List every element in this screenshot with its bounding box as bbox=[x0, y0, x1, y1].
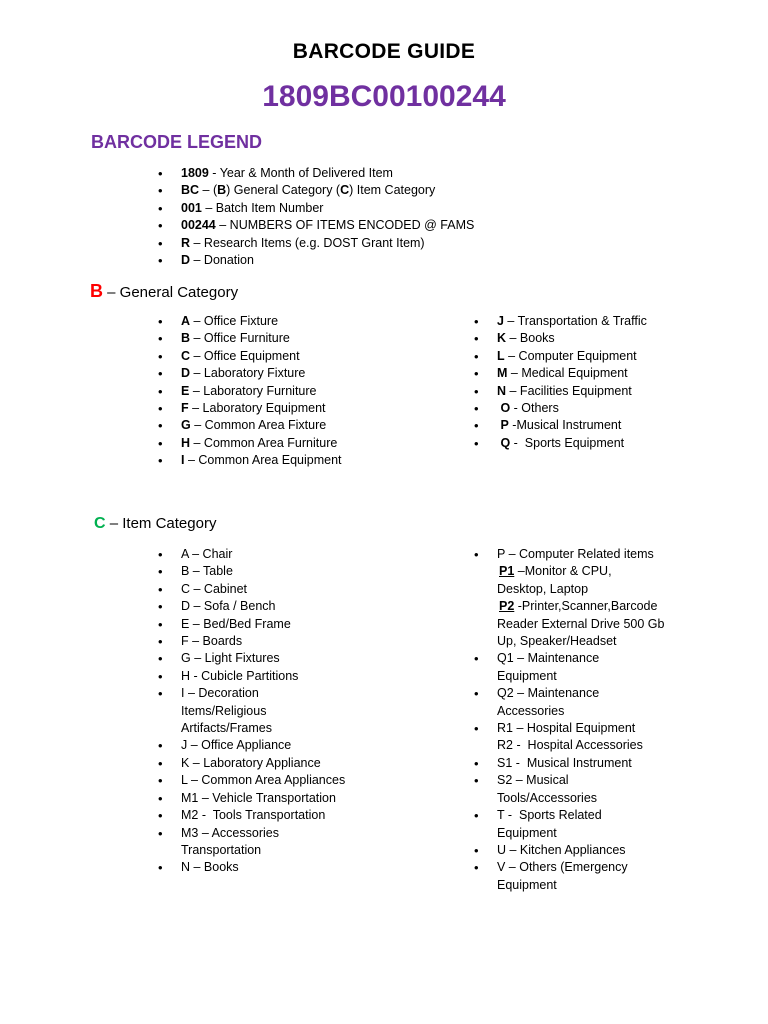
p2-code: P2 bbox=[499, 599, 515, 614]
list-item: • Q1 – Maintenance bbox=[474, 650, 664, 667]
list-item: • M2 - Tools Transportation bbox=[158, 807, 345, 824]
list-item-continuation: Equipment bbox=[497, 825, 557, 840]
item-category-list-left bbox=[158, 546, 345, 877]
list-item: • R1 – Hospital Equipment bbox=[474, 720, 664, 737]
general-category-key: B bbox=[90, 281, 103, 301]
list-item: • 00244 – NUMBERS OF ITEMS ENCODED @ FAMS bbox=[158, 217, 474, 234]
list-item: • F – Boards bbox=[158, 633, 345, 650]
list-item: • O - Others bbox=[474, 400, 647, 417]
list-item-continuation: P1 –Monitor & CPU, bbox=[499, 564, 612, 579]
list-item-continuation: Tools/Accessories bbox=[497, 790, 598, 805]
list-item: • G – Common Area Fixture bbox=[158, 417, 342, 434]
list-item: • E – Laboratory Furniture bbox=[158, 383, 342, 400]
list-item: • D – Donation bbox=[158, 252, 474, 269]
list-item: • H - Cubicle Partitions bbox=[158, 668, 345, 685]
legend-list bbox=[158, 165, 474, 269]
list-item: • 1809 - Year & Month of Delivered Item bbox=[158, 165, 474, 182]
list-item-continuation: Up, Speaker/Headset bbox=[497, 634, 617, 649]
list-item-continuation: P2 -Printer,Scanner,Barcode bbox=[499, 599, 658, 614]
list-item: • Q2 – Maintenance bbox=[474, 685, 664, 702]
list-item: • A – Chair bbox=[158, 546, 345, 563]
list-item: • L – Computer Equipment bbox=[474, 348, 647, 365]
list-item: • M3 – Accessories bbox=[158, 825, 345, 842]
list-item-continuation: Equipment bbox=[497, 668, 557, 683]
list-item: • T - Sports Related bbox=[474, 807, 664, 824]
list-item: • C – Office Equipment bbox=[158, 348, 342, 365]
list-item-continuation: Transportation bbox=[181, 842, 262, 857]
barcode-example: 1809BC00100244 bbox=[262, 80, 506, 113]
list-item: • BC – (B) General Category (C) Item Category bbox=[158, 182, 474, 199]
list-item: • M – Medical Equipment bbox=[474, 365, 647, 382]
list-item: • K – Laboratory Appliance bbox=[158, 755, 345, 772]
list-item: • N – Facilities Equipment bbox=[474, 383, 647, 400]
list-item-continuation: R2 - Hospital Accessories bbox=[497, 738, 643, 753]
item-category-key: C bbox=[94, 515, 106, 532]
list-item: • B – Office Furniture bbox=[158, 330, 342, 347]
legend-heading: BARCODE LEGEND bbox=[91, 132, 263, 152]
list-item-continuation: Reader External Drive 500 Gb bbox=[497, 616, 665, 631]
list-item: • E – Bed/Bed Frame bbox=[158, 616, 345, 633]
list-item: • R – Research Items (e.g. DOST Grant Item) bbox=[158, 235, 474, 252]
list-item: • C – Cabinet bbox=[158, 581, 345, 598]
list-item: • L – Common Area Appliances bbox=[158, 772, 345, 789]
general-category-list-left bbox=[158, 313, 342, 470]
list-item: • I – Common Area Equipment bbox=[158, 452, 342, 469]
list-item: • G – Light Fixtures bbox=[158, 650, 345, 667]
list-item: • I – Decoration bbox=[158, 685, 345, 702]
list-item-continuation: Desktop, Laptop bbox=[497, 581, 589, 596]
list-item: • H – Common Area Furniture bbox=[158, 435, 342, 452]
item-category-list-right bbox=[474, 546, 664, 894]
list-item: • M1 – Vehicle Transportation bbox=[158, 790, 345, 807]
list-item: • P -Musical Instrument bbox=[474, 417, 647, 434]
list-item: • D – Sofa / Bench bbox=[158, 598, 345, 615]
list-item: • A – Office Fixture bbox=[158, 313, 342, 330]
list-item-continuation: Accessories bbox=[497, 703, 565, 718]
list-item: • 001 – Batch Item Number bbox=[158, 200, 474, 217]
list-item: • F – Laboratory Equipment bbox=[158, 400, 342, 417]
list-item: • N – Books bbox=[158, 859, 345, 876]
list-item-continuation: Equipment bbox=[497, 877, 557, 892]
list-item: • B – Table bbox=[158, 563, 345, 580]
list-item: • V – Others (Emergency bbox=[474, 859, 664, 876]
list-item: • S2 – Musical bbox=[474, 772, 664, 789]
list-item: • P – Computer Related items bbox=[474, 546, 664, 563]
list-item: • U – Kitchen Appliances bbox=[474, 842, 664, 859]
list-item: • J – Transportation & Traffic bbox=[474, 313, 647, 330]
general-category-list-right bbox=[474, 313, 647, 452]
list-item: • K – Books bbox=[474, 330, 647, 347]
list-item: • J – Office Appliance bbox=[158, 737, 345, 754]
list-item-continuation: Artifacts/Frames bbox=[181, 721, 272, 736]
list-item: • D – Laboratory Fixture bbox=[158, 365, 342, 382]
page-title: BARCODE GUIDE bbox=[292, 40, 476, 63]
general-category-heading: B – General Category bbox=[90, 281, 239, 301]
item-category-heading: C – Item Category bbox=[94, 515, 217, 532]
p1-code: P1 bbox=[499, 564, 515, 579]
list-item-continuation: Items/Religious bbox=[181, 703, 267, 718]
list-item: • Q - Sports Equipment bbox=[474, 435, 647, 452]
list-item: • S1 - Musical Instrument bbox=[474, 755, 664, 772]
